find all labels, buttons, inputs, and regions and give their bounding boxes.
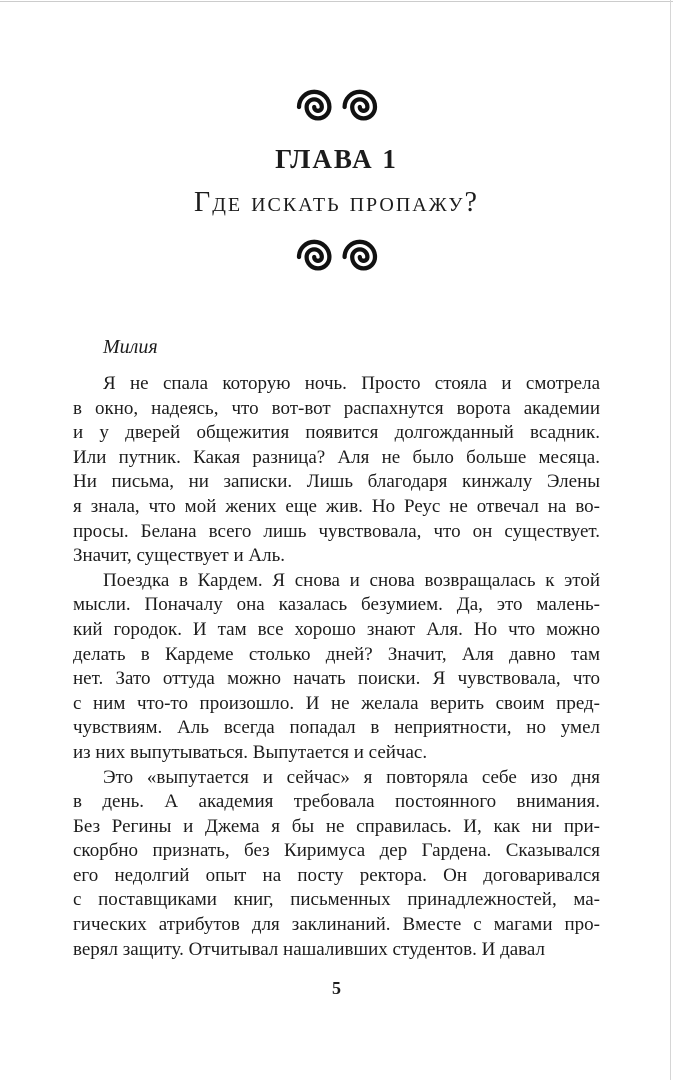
text-line: скорбно признать, без Киримуса дер Гардена. Сказывался [73,840,600,862]
swirl-ornament-graphic [295,238,379,276]
text-line: в окно, надеясь, что вот-вот распахнутся ворота академии [73,397,600,419]
body-text [73,372,600,962]
text-line: чувствиям. Аль всегда попадал в неприятности, но умел [73,717,600,739]
spiral-icon [344,242,374,269]
text-line: кий городок. И там все хорошо знают Аля. Но что можно [73,618,600,640]
text-line: и у дверей общежития появится долгожданный всадник. [73,422,600,444]
chapter-title: ГЛАВА 1 [275,144,398,174]
text-line: Я не спала которую ночь. Просто стояла и смотрела [103,373,600,394]
swirl-ornament-top [73,88,600,126]
swirl-ornament-bottom [73,238,600,276]
text-line: Или путник. Какая разница? Аля не было больше месяца. [73,446,600,468]
chapter-subtitle: Где искать пропажу? [194,187,479,218]
text-line: с поставщиками книг, письменных принадлежностей, ма- [73,889,600,911]
spiral-icon [344,92,374,119]
text-line: я знала, что мой жених еще жив. Но Реус не отвечал на во- [73,495,600,517]
text-line: делать в Кардеме столько дней? Значит, Аля давно там [73,643,600,665]
text-line: просы. Белана всего лишь чувствовала, что он существует. [73,520,600,542]
text-line: Без Регины и Джема я бы не справилась. И, как ни при- [73,815,600,837]
spiral-icon [299,92,329,119]
text-line: с ним что-то произошло. И не желала верить своим пред- [73,692,600,714]
text-line: мысли. Поначалу она казалась безумием. Да, это малень- [73,594,600,616]
page-edge-right [670,0,671,1080]
page-number: 5 [332,978,341,999]
text-line: из них выпутываться. Выпутается и сейчас. [73,741,428,763]
text-line: Значит, существует и Аль. [73,545,286,567]
spiral-icon [299,242,329,269]
swirl-ornament-graphic [295,88,379,126]
text-line: гических атрибутов для заклинаний. Вместе с магами про- [73,914,600,936]
text-line: Ни письма, ни записки. Лишь благодаря кинжалу Элены [73,471,600,493]
text-line: в день. А академия требовала постоянного внимания. [73,791,600,813]
body-paragraph [73,372,600,569]
body-paragraph [73,569,600,766]
text-line: нет. Зато оттуда можно начать поиски. Я чувствовала, что [73,668,600,690]
text-line: Поездка в Кардем. Я снова и снова возвращалась к этой [103,569,600,591]
body-paragraph [73,766,600,963]
text-line: верял защиту. Отчитывал нашаливших студентов. И давал [73,938,545,960]
narrator-name: Милия [103,336,158,358]
page-content [73,0,600,999]
text-line: его недолгий опыт на посту ректора. Он договаривался [73,864,600,886]
text-line: Это «выпутается и сейчас» я повторяла себе изо дня [103,766,600,788]
